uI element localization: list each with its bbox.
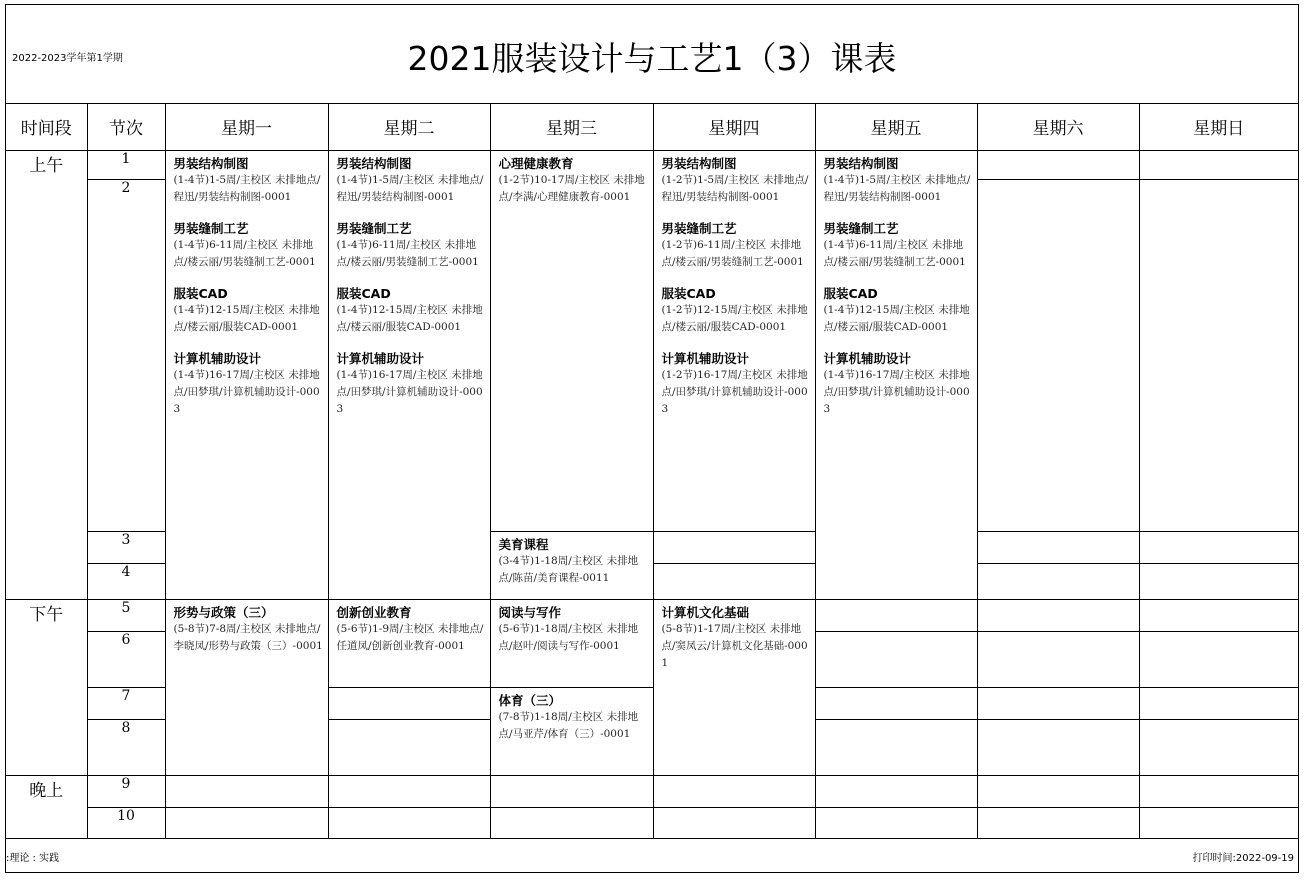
course-cell-wed-pm1[interactable]	[490, 600, 653, 688]
empty-cell	[653, 776, 815, 808]
empty-cell	[815, 688, 977, 720]
course-cell-tue-am[interactable]	[328, 151, 490, 600]
header-day-sun: 星期日	[1139, 103, 1298, 151]
empty-cell	[977, 532, 1139, 564]
course-detail: (1-2节)12-15周/主校区 未排地点/楼云丽/服装CAD-0001	[661, 304, 808, 333]
section-number: 7	[87, 688, 165, 720]
empty-cell	[1139, 151, 1298, 180]
header-time-period: 时间段	[6, 103, 87, 151]
empty-cell	[1139, 532, 1298, 564]
course-detail: (1-4节)16-17周/主校区 未排地点/田梦琪/计算机辅助设计-0003	[336, 369, 483, 415]
period-evening: 晚上	[6, 776, 87, 839]
empty-cell	[977, 776, 1139, 808]
empty-cell	[328, 688, 490, 720]
section-number: 10	[87, 808, 165, 839]
empty-cell	[328, 720, 490, 776]
empty-cell	[977, 564, 1139, 600]
course-block	[654, 346, 815, 418]
course-block	[491, 600, 653, 655]
course-cell-thu-am[interactable]	[653, 151, 815, 532]
print-time: 打印时间:2022-09-19	[1192, 853, 1294, 864]
course-name: 服装CAD	[661, 286, 716, 301]
section-number: 2	[87, 180, 165, 532]
empty-cell	[1139, 720, 1298, 776]
course-block	[816, 216, 977, 271]
header-day-wed: 星期三	[490, 103, 653, 151]
course-detail: (1-2节)16-17周/主校区 未排地点/田梦琪/计算机辅助设计-0003	[661, 369, 808, 415]
empty-cell	[977, 720, 1139, 776]
course-name: 男装缝制工艺	[336, 221, 412, 236]
course-name: 男装结构制图	[823, 156, 899, 171]
course-name: 创新创业教育	[336, 605, 412, 620]
course-name: 男装缝制工艺	[823, 221, 899, 236]
course-block	[166, 216, 328, 271]
course-block	[654, 600, 815, 672]
course-name: 美育课程	[498, 537, 549, 552]
course-block	[166, 346, 328, 418]
period-morning: 上午	[6, 151, 87, 600]
course-block	[329, 600, 490, 655]
course-name: 男装结构制图	[336, 156, 412, 171]
empty-cell	[1139, 600, 1298, 632]
course-cell-tue-pm[interactable]	[328, 600, 490, 688]
course-name: 服装CAD	[336, 286, 391, 301]
empty-cell	[653, 808, 815, 839]
course-name: 服装CAD	[173, 286, 228, 301]
course-name: 男装结构制图	[661, 156, 737, 171]
empty-cell	[977, 600, 1139, 632]
course-cell-wed-am2[interactable]	[490, 532, 653, 600]
course-name: 计算机辅助设计	[823, 351, 912, 366]
empty-cell	[653, 532, 815, 564]
course-name: 服装CAD	[823, 286, 878, 301]
empty-cell	[1139, 776, 1298, 808]
empty-cell	[815, 600, 977, 632]
course-detail: (1-4节)6-11周/主校区 未排地点/楼云丽/男装缝制工艺-0001	[823, 239, 966, 268]
course-block	[166, 600, 328, 655]
course-block	[329, 216, 490, 271]
course-block	[329, 346, 490, 418]
section-number: 5	[87, 600, 165, 632]
course-detail: (7-8节)1-18周/主校区 未排地点/马亚芹/体育（三）-0001	[498, 711, 639, 740]
empty-cell	[977, 180, 1139, 532]
empty-cell	[815, 632, 977, 688]
course-detail: (1-4节)6-11周/主校区 未排地点/楼云丽/男装缝制工艺-0001	[173, 239, 316, 268]
empty-cell	[165, 808, 328, 839]
course-name: 心理健康教育	[498, 156, 574, 171]
header-day-fri: 星期五	[815, 103, 977, 151]
period-afternoon: 下午	[6, 600, 87, 776]
course-detail: (1-2节)10-17周/主校区 未排地点/李满/心理健康教育-0001	[498, 174, 645, 203]
course-cell-mon-am[interactable]	[165, 151, 328, 600]
course-block	[654, 151, 815, 206]
course-name: 体育（三）	[498, 693, 562, 708]
course-block	[816, 281, 977, 336]
section-number: 4	[87, 564, 165, 600]
course-block	[491, 532, 653, 587]
header-day-thu: 星期四	[653, 103, 815, 151]
course-detail: (1-4节)12-15周/主校区 未排地点/楼云丽/服装CAD-0001	[336, 304, 483, 333]
course-block	[816, 151, 977, 206]
empty-cell	[165, 776, 328, 808]
header-day-sat: 星期六	[977, 103, 1139, 151]
course-name: 阅读与写作	[498, 605, 562, 620]
course-detail: (1-4节)16-17周/主校区 未排地点/田梦琪/计算机辅助设计-0003	[823, 369, 970, 415]
section-number: 3	[87, 532, 165, 564]
section-number: 9	[87, 776, 165, 808]
empty-cell	[977, 151, 1139, 180]
empty-cell	[977, 808, 1139, 839]
page-title: 2021服装设计与工艺1（3）课表	[407, 39, 897, 78]
course-name: 男装结构制图	[173, 156, 249, 171]
empty-cell	[1139, 688, 1298, 720]
course-detail: (1-4节)1-5周/主校区 未排地点/程迅/男装结构制图-0001	[173, 174, 321, 203]
header-day-mon: 星期一	[165, 103, 328, 151]
course-block	[654, 216, 815, 271]
semester-label: 2022-2023学年第1学期	[12, 53, 123, 64]
header-section: 节次	[87, 103, 165, 151]
course-cell-wed-pm2[interactable]	[490, 688, 653, 776]
empty-cell	[815, 776, 977, 808]
course-detail: (1-4节)6-11周/主校区 未排地点/楼云丽/男装缝制工艺-0001	[336, 239, 479, 268]
empty-cell	[328, 808, 490, 839]
course-block	[166, 281, 328, 336]
empty-cell	[1139, 180, 1298, 532]
empty-cell	[1139, 564, 1298, 600]
timetable-page	[5, 4, 1299, 873]
course-detail: (1-4节)12-15周/主校区 未排地点/楼云丽/服装CAD-0001	[173, 304, 320, 333]
course-block	[816, 346, 977, 418]
course-block	[329, 281, 490, 336]
course-name: 男装缝制工艺	[661, 221, 737, 236]
course-name: 计算机辅助设计	[336, 351, 425, 366]
course-name: 计算机文化基础	[661, 605, 750, 620]
course-block	[329, 151, 490, 206]
course-detail: (5-8节)7-8周/主校区 未排地点/李晓凤/形势与政策（三）-0001	[173, 623, 323, 652]
section-number: 6	[87, 632, 165, 688]
course-block	[491, 151, 653, 206]
course-cell-mon-pm[interactable]	[165, 600, 328, 776]
course-detail: (1-4节)1-5周/主校区 未排地点/程迅/男装结构制图-0001	[823, 174, 971, 203]
course-detail: (5-6节)1-9周/主校区 未排地点/任道凤/创新创业教育-0001	[336, 623, 484, 652]
empty-cell	[1139, 808, 1298, 839]
empty-cell	[815, 720, 977, 776]
course-name: 计算机辅助设计	[173, 351, 262, 366]
course-block	[654, 281, 815, 336]
course-cell-fri-am[interactable]	[815, 151, 977, 600]
empty-cell	[328, 776, 490, 808]
section-number: 1	[87, 151, 165, 180]
empty-cell	[653, 564, 815, 600]
course-block	[166, 151, 328, 206]
course-detail: (1-4节)16-17周/主校区 未排地点/田梦琪/计算机辅助设计-0003	[173, 369, 320, 415]
empty-cell	[977, 688, 1139, 720]
course-block	[491, 688, 653, 743]
course-name: 计算机辅助设计	[661, 351, 750, 366]
course-name: 男装缝制工艺	[173, 221, 249, 236]
empty-cell	[815, 808, 977, 839]
course-detail: (1-2节)1-5周/主校区 未排地点/程迅/男装结构制图-0001	[661, 174, 809, 203]
course-cell-thu-pm[interactable]	[653, 600, 815, 776]
course-name: 形势与政策（三）	[173, 605, 274, 620]
course-detail: (1-4节)1-5周/主校区 未排地点/程迅/男装结构制图-0001	[336, 174, 484, 203]
empty-cell	[490, 808, 653, 839]
legend-text: :理论 : 实践	[6, 853, 60, 864]
timetable-grid	[6, 103, 1298, 839]
course-detail: (5-6节)1-18周/主校区 未排地点/赵叶/阅读与写作-0001	[498, 623, 639, 652]
course-detail: (3-4节)1-18周/主校区 未排地点/陈苗/美育课程-0011	[498, 555, 639, 584]
empty-cell	[490, 776, 653, 808]
course-detail: (1-4节)12-15周/主校区 未排地点/楼云丽/服装CAD-0001	[823, 304, 970, 333]
course-detail: (5-8节)1-17周/主校区 未排地点/窦凤云/计算机文化基础-0001	[661, 623, 808, 669]
course-detail: (1-2节)6-11周/主校区 未排地点/楼云丽/男装缝制工艺-0001	[661, 239, 804, 268]
title-row	[6, 5, 1298, 104]
course-cell-wed-am1[interactable]	[490, 151, 653, 532]
empty-cell	[977, 632, 1139, 688]
section-number: 8	[87, 720, 165, 776]
empty-cell	[1139, 632, 1298, 688]
header-day-tue: 星期二	[328, 103, 490, 151]
